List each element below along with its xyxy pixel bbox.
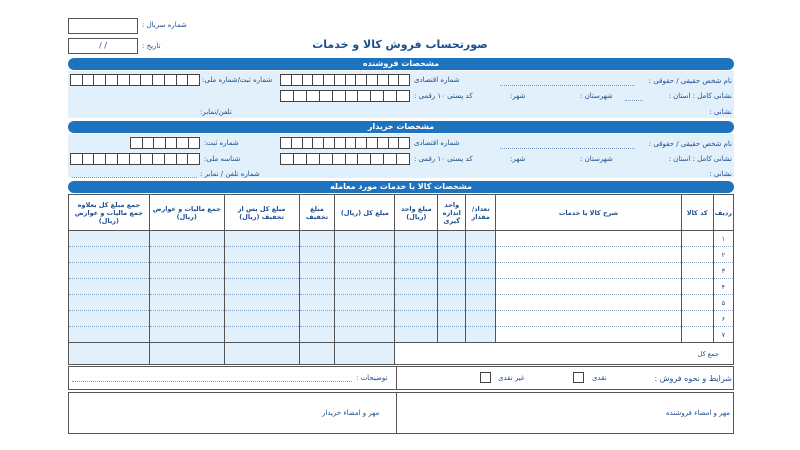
seller-address-label: نشانی : xyxy=(709,108,732,116)
buyer-reg-cells[interactable] xyxy=(130,137,200,149)
col-description: شرح کالا یا خدمات xyxy=(496,195,682,231)
seller-economic-label: شماره اقتصادی xyxy=(414,76,460,84)
buyer-section-bar: مشخصات خریدار xyxy=(68,121,734,133)
buyer-signature-label: مهر و امضاء خریدار xyxy=(322,409,380,417)
seller-city-label: شهر: xyxy=(510,92,526,100)
signature-divider xyxy=(396,392,397,434)
row-number: ۲ xyxy=(713,247,733,263)
notes-label: توضیحات : xyxy=(356,374,388,382)
seller-section-bar: مشخصات فروشنده xyxy=(68,58,734,70)
seller-province-line xyxy=(625,100,643,101)
serial-number-label: شماره سریال : xyxy=(142,21,187,29)
col-total-price: مبلغ کل (ریال) xyxy=(335,195,395,231)
buyer-national-id-cells[interactable] xyxy=(70,153,200,165)
seller-reg-national-label: شماره ثبت/شماره ملی: xyxy=(202,76,273,84)
terms-label: شرایط و نحوه فروش : xyxy=(654,374,732,383)
signature-frame xyxy=(68,392,734,434)
col-discount: مبلغ تخفیف xyxy=(299,195,335,231)
col-unit-measure: واحد اندازه گیری xyxy=(438,195,466,231)
buyer-name-line xyxy=(500,148,635,149)
seller-county-label: شهرستان : xyxy=(580,92,613,100)
buyer-address-label: نشانی : xyxy=(709,170,732,178)
date-field[interactable]: / / xyxy=(68,38,138,54)
noncash-label: غیر نقدی xyxy=(498,374,525,382)
buyer-county-label: شهرستان : xyxy=(580,155,613,163)
col-tax-total: جمع مالیات و عوارض (ریال) xyxy=(149,195,224,231)
table-row xyxy=(69,295,734,311)
table-row xyxy=(69,247,734,263)
noncash-checkbox[interactable] xyxy=(480,372,491,383)
col-quantity: تعداد/ مقدار xyxy=(466,195,496,231)
seller-name-line xyxy=(500,85,635,86)
total-label: جمع کل xyxy=(395,343,734,365)
buyer-name-label: نام شخص حقیقی / حقوقی : xyxy=(648,140,732,148)
serial-number-field[interactable] xyxy=(68,18,138,34)
seller-reg-national-cells[interactable] xyxy=(70,74,200,86)
terms-frame xyxy=(68,366,734,390)
col-unit-price: مبلغ واحد (ریال) xyxy=(395,195,438,231)
buyer-city-label: شهر: xyxy=(510,155,526,163)
seller-postal-label: کد پستی ۱۰ رقمی : xyxy=(414,92,473,100)
row-number: ۶ xyxy=(713,311,733,327)
notes-line xyxy=(72,381,352,382)
row-number: ۵ xyxy=(713,295,733,311)
date-label: تاریخ : xyxy=(142,42,161,50)
invoice-title: صورتحساب فروش کالا و خدمات xyxy=(312,38,488,51)
cash-checkbox[interactable] xyxy=(573,372,584,383)
buyer-economic-label: شماره اقتصادی xyxy=(414,139,460,147)
buyer-postal-cells[interactable] xyxy=(280,153,410,165)
table-row xyxy=(69,263,734,279)
buyer-phone-line xyxy=(72,177,197,178)
seller-name-label: نام شخص حقیقی / حقوقی : xyxy=(648,77,732,85)
col-item-code: کد کالا xyxy=(681,195,713,231)
items-table xyxy=(68,194,734,365)
row-number: ۱ xyxy=(713,231,733,247)
row-number: ۳ xyxy=(713,263,733,279)
seller-phone-label: تلفن/نمابر: xyxy=(200,108,232,116)
total-row xyxy=(69,343,734,365)
buyer-address-full-label: نشانی کامل : استان : xyxy=(668,155,732,163)
seller-postal-cells[interactable] xyxy=(280,90,410,102)
col-total-with-tax: جمع مبلغ کل بعلاوه جمع مالیات و عوارض (ریال) xyxy=(69,195,150,231)
col-row-number: ردیف xyxy=(713,195,733,231)
seller-signature-label: مهر و امضاء فروشنده xyxy=(666,409,730,417)
table-row xyxy=(69,279,734,295)
seller-economic-cells[interactable] xyxy=(280,74,410,86)
buyer-national-id-label: شناسه ملی: xyxy=(204,155,241,163)
cash-label: نقدی xyxy=(592,374,607,382)
buyer-economic-cells[interactable] xyxy=(280,137,410,149)
col-after-discount: مبلغ کل پس از تخفیف (ریال) xyxy=(224,195,299,231)
table-row xyxy=(69,327,734,343)
row-number: ۴ xyxy=(713,279,733,295)
row-number: ۷ xyxy=(713,327,733,343)
buyer-phone-label: شماره تلفن / نمابر : xyxy=(200,170,260,178)
buyer-postal-label: کد پستی ۱۰ رقمی : xyxy=(414,155,473,163)
seller-address-full-label: نشانی کامل : استان : xyxy=(668,92,732,100)
items-section-bar: مشخصات کالا یا خدمات مورد معامله xyxy=(68,181,734,193)
table-row xyxy=(69,231,734,247)
terms-divider xyxy=(396,366,397,390)
table-row xyxy=(69,311,734,327)
buyer-reg-label: شماره ثبت: xyxy=(204,139,239,147)
